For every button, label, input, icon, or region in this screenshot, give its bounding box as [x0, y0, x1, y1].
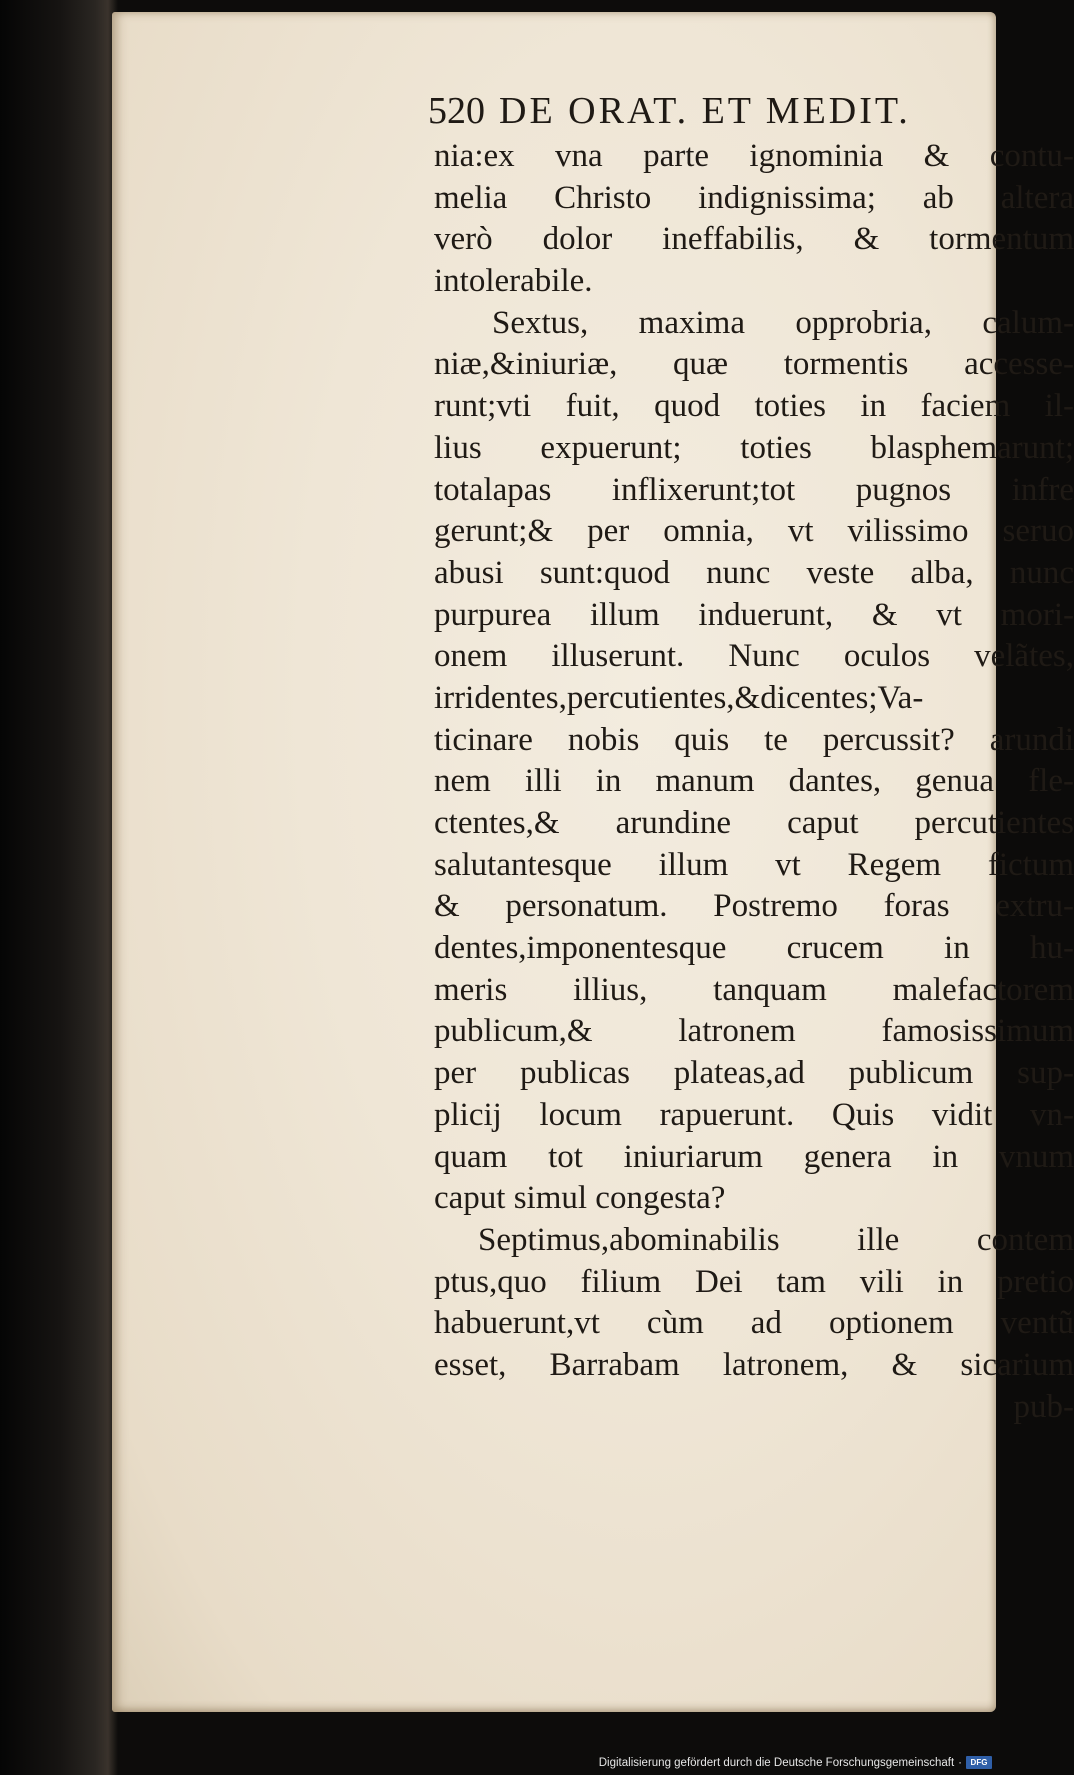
- text-line: niæ,&iniuriæ, quæ tormentis accesse-: [434, 346, 1074, 383]
- text-line: plicij locum rapuerunt. Quis vidit vn-: [434, 1096, 1074, 1133]
- text-line: ctentes,& arundine caput percutientes: [434, 805, 1074, 841]
- text-line: ticinare nobis quis te percussit? arundi: [434, 721, 1074, 758]
- text-line: esset, Barrabam latronem, & sicarium: [434, 1346, 1074, 1383]
- text-line: nem illi in manum dantes, genua fle-: [434, 763, 1074, 800]
- book-page: [112, 12, 1074, 1712]
- credit-text: Digitalisierung gefördert durch die Deutsche Forschungsgemeinschaft: [598, 1756, 955, 1769]
- text-line: gerunt;& per omnia, vt vilissimo seruo: [434, 513, 1074, 550]
- text-line: verò dolor ineffabilis, & tormentum: [434, 221, 1074, 258]
- text-line: per publicas plateas,ad publicum sup-: [434, 1055, 1074, 1092]
- text-line: irridentes,percutientes,&dicentes;Va-: [434, 679, 924, 716]
- text-line: dentes,imponentesque crucem in hu-: [434, 930, 1074, 967]
- separator-dot: ·: [958, 1756, 962, 1769]
- text-line: Sextus, maxima opprobria, calum-: [492, 304, 1074, 341]
- dfg-logo-icon: DFG: [966, 1756, 992, 1769]
- text-line: onem illuserunt. Nunc oculos velãtes,: [434, 638, 1074, 675]
- text-line: lius expuerunt; toties blasphemarunt;: [434, 429, 1074, 466]
- text-line: abusi sunt:quod nunc veste alba, nunc: [434, 554, 1074, 591]
- text-line: ptus,quo filium Dei tam vili in pretio: [434, 1263, 1074, 1300]
- text-line: Septimus,abominabilis ille contem: [478, 1221, 1074, 1258]
- text-line: habuerunt,vt cùm ad optionem ventũ: [434, 1305, 1074, 1342]
- page-number: 520: [428, 90, 485, 132]
- text-line: publicum,& latronem famosissimum: [434, 1013, 1074, 1050]
- text-line: nia:ex vna parte ignominia & contu-: [434, 138, 1074, 174]
- text-line: caput simul congesta?: [434, 1180, 726, 1217]
- text-line: melia Christo indignissima; ab altera: [434, 179, 1074, 216]
- text-line: purpurea illum induerunt, & vt mori-: [434, 596, 1074, 633]
- text-block: [428, 86, 1074, 1428]
- text-line: totalapas inflixerunt;tot pugnos infre: [434, 471, 1074, 508]
- running-head: [428, 86, 1074, 136]
- catchword: pub-: [1013, 1388, 1074, 1425]
- text-line: meris illius, tanquam malefactorem: [434, 971, 1074, 1008]
- text-line: salutantesque illum vt Regem fictum: [434, 846, 1074, 883]
- text-line: & personatum. Postremo foras extru-: [434, 888, 1074, 925]
- text-line: quam tot iniuriarum genera in vnum: [434, 1138, 1074, 1175]
- digitization-credit: [599, 1756, 992, 1769]
- running-head-title: DE ORAT. ET MEDIT.: [499, 90, 911, 132]
- text-line: intolerabile.: [434, 263, 593, 300]
- text-line: runt;vti fuit, quod toties in faciem il-: [434, 388, 1074, 425]
